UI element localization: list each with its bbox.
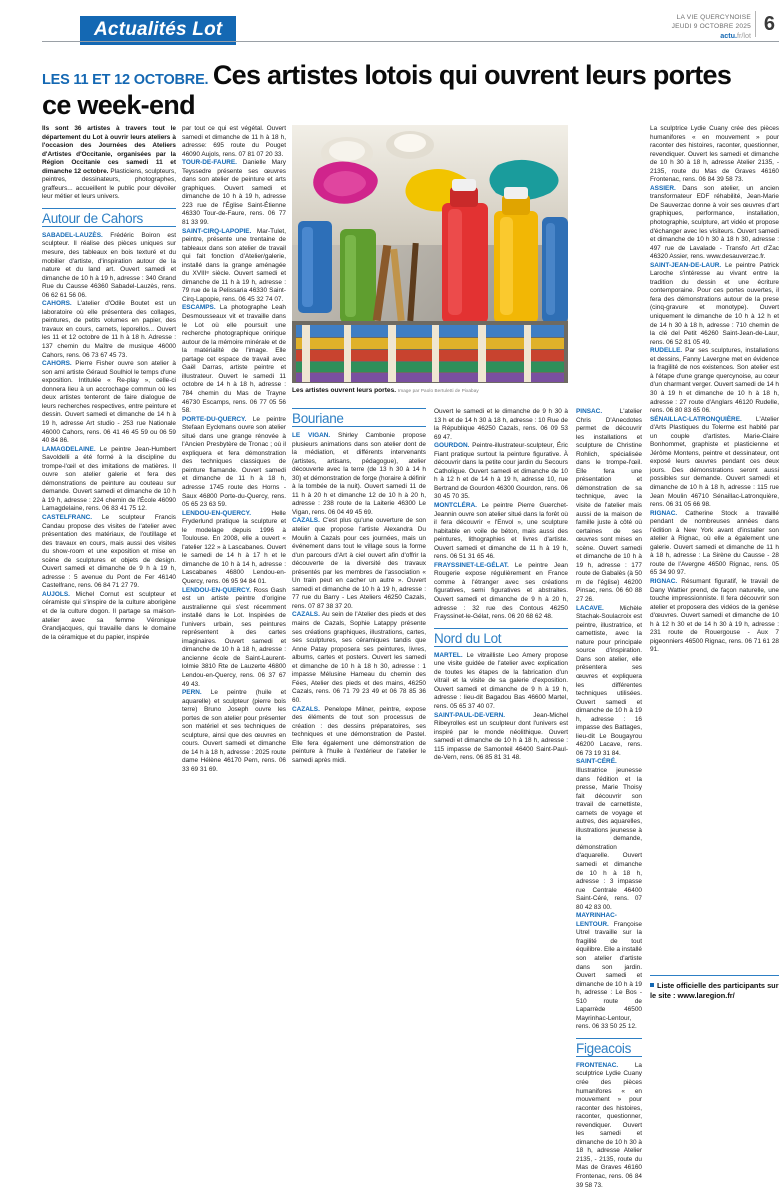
masthead-divider bbox=[42, 41, 779, 42]
intro-paragraph bbox=[42, 125, 176, 202]
section-heading-nord-du-lot: Nord du Lot bbox=[434, 628, 568, 647]
entry-location: SAINT-CIRQ-LAPOPIE. bbox=[182, 227, 252, 235]
entry-text: Le peintre Stefaan Eyckmans ouvre son atelier situé dans une grange rénovée à l'Ancien Presbytère de Tronac ; où il expliquera et fera démonstration des techniques classiques de peinture flamande. Ouvert samedi et dimanche de 11 h à 18 h, adresse 1745 route des Horns - Saux 46800 Porte-du-Quercy, rens. 05 65 23 63 59. bbox=[182, 415, 286, 509]
headline-kicker: LES 11 ET 12 OCTOBRE. bbox=[42, 72, 209, 88]
entry-location: CAZALS. bbox=[292, 611, 320, 619]
entry-porte-du-quercy bbox=[182, 416, 286, 510]
entry-text: Helle Fryderlund pratique la sculpture et le modelage depuis 1996 à Toulouse. En 2008, elle a ouvert « l'atelier 122 » à Lascabanes. Ouvert le samedi de 14 h à 17 h et le dimanche de 10 h à 14 h, adresse : Lascabanes 46800 Lendou-en-Quercy, rens. 06 95 94 84 01. bbox=[182, 509, 286, 585]
entry-location: FRONTENAC. bbox=[576, 1061, 619, 1069]
entry-text: Michel Cornut est sculpteur et céramiste qui s'inspire de la culture aborigène et de la culture dogon. Il partage sa maison-atelier avec sa femme Véronique Grandjacques, qui travaille dans le domaine de la céramique et du papier, inspirée bbox=[42, 590, 176, 641]
intro-lead: Ils sont 36 artistes à travers tout le département du Lot à ouvrir leurs ateliers à l'occasion des Journées des Ateliers d'Artistes d'Occitanie, organisées par la Région Occitanie ces samedi 11 et dimanche 12 octobre. bbox=[42, 125, 176, 175]
column-4b bbox=[576, 408, 642, 1190]
entry-location: SÉNAILLAC-LATRONQUIÈRE. bbox=[650, 415, 742, 423]
entry-location: PORTE-DU-QUERCY. bbox=[182, 415, 247, 423]
entry-text: Jean-Michel Ribeyrolles est un sculpteur dont l'univers est inspiré par le monde néolithique. Ouvert samedi et dimanche de 10 h à 18 h, adresse : 115 impasse de Samonteil 46400 Saint-Paul-de-Vern, rens. 06 85 81 31 48. bbox=[434, 711, 568, 762]
entry-location: SAINT-PAUL-DE-VERN. bbox=[434, 711, 506, 719]
entry-tour-de-faure bbox=[182, 159, 286, 227]
entry-location: AUJOLS. bbox=[42, 590, 70, 598]
entry-assier bbox=[650, 185, 779, 262]
entry-cazals-1 bbox=[292, 517, 426, 611]
page-number: 6 bbox=[755, 11, 775, 37]
entry-location: LENDOU-EN-QUERCY. bbox=[182, 586, 252, 594]
entry-cahors-2 bbox=[42, 360, 176, 445]
entry-text: Le peintre Pierre Guerchet-Jeannin ouvre son atelier situé dans la forêt où il fera découvrir « l'Envol », une sculpture habitable en voile de béton, mais aussi des peintures, lithographies et livres d'artiste. Ouvert samedi et dimanche de 11 h à 19 h, rens. 06 51 31 65 46. bbox=[434, 502, 568, 561]
entry-location: TOUR-DE-FAURE. bbox=[182, 159, 237, 167]
entry-saint-cirq-lapopie bbox=[182, 228, 286, 305]
entry-text: Françoise Utrel travaille sur la fragilité de tout équilibre. Elle a installé son atelier d'artiste dans son jardin. Ouvert samedi et dimanche de 10 h à 19 h, adresse : Le Bos - 510 route de Laparrède 46500 Mayrinhac-Lentour, rens. 06 33 50 25 12. bbox=[576, 920, 642, 1031]
entry-text: Penelope Milner, peintre, expose des éléments de tout son processus de création : des dessins préparatoires, ses techniques et une démonstration de Pastel. Elle fera également une démonstration de peinture à l'huile à l'extérieur de l'atelier le samedi après midi. bbox=[292, 705, 426, 764]
entry-text: L'Atelier d'Arts Plastiques du Tolerme est habité par un couple d'artistes. Marie-Claire Bonhommet, graphiste et plasticienne et Jérôme Montens, peintre et dessinateur, ont exposé leurs œuvres pendant ces deux jours. Des démonstrations seront aussi possibles sur demande. Ouvert samedi et dimanche de 10 h à 18 h, adresse : 115 rue Jean Moulin 46710 Sénaillac-Latronquière, rens. 06 31 05 66 98. bbox=[650, 415, 779, 509]
entry-text: Par ses sculptures, installations et dessins, Fanny Lavergne met en évidence la fragilité de nos existences. Son atelier est à l'étape d'une grange quercynoise, au cœur d'un charmant verger. Ouvert samedi de 14 h 30 à 19 h et dimanche de 10 h à 18 h, adresse : 27 route d'Anglars 46120 Rudelle, rens. 06 80 83 65 06. bbox=[650, 347, 779, 415]
entry-location: LACAVE. bbox=[576, 604, 604, 612]
entry-text: Pierre Fisher ouvre son atelier à son ami artiste Géraud Soulhiol le temps d'une exposition. Intitulée « Re-play », celle-ci donnera lieu à un accrochage commun où les deux artistes tenteront de faire dialogue de leurs recherches respectives, entre peinture et dessin. Ouvert samedi et dimanche de 14 h à 19 h, adresse Art studio - 253 rue Nationale 46000 Cahors, rens. 06 41 46 45 59 ou 06 59 40 84 86. bbox=[42, 360, 176, 445]
entry-saint-jean-de-laur bbox=[650, 262, 779, 347]
entry-location: LE VIGAN. bbox=[292, 432, 331, 439]
entry-location: ESCAMPS. bbox=[182, 304, 216, 312]
entry-text: Le sculpteur Francis Candau propose des visites de l'atelier avec présentation des matériaux, de l'outillage et des travaux en cours, mais aussi des visites du show-room et une exposition et mise en scène de sculptures et objets de design. Ouvert samedi et dimanche de 9 h à 19 h, adresse : 5 avenue du Pont de Fer 46140 Castelfranc, rens. 06 84 71 27 79. bbox=[42, 513, 176, 590]
entry-text: Le peintre Patrick Laroche s'intéresse au vivant entre la tradition du dessin et une écriture contemporaine. Pour ces portes ouvertes, il fera des démonstrations autour de la prese (cinq-gravure et monotype). Ouvert uniquement le dimanche de 10 h à 12 h et de 14 h 30 à 18 h, adresse : 710 chemin de la clé del Petit 46260 Saint-Jean-de-Laur, rens. 06 52 81 05 49. bbox=[650, 261, 779, 346]
entry-saint-paul-de-vern bbox=[434, 712, 568, 763]
entry-aujols bbox=[42, 591, 176, 642]
entry-location: MARTEL. bbox=[434, 651, 463, 659]
entry-text: L'atelier d'Odile Boutet est un laboratoire où elle présentera des collages, peintures, de petits volumes en papier, des travaux en cours, carnets, leporellos... Ouvert les 11 et 12 octobre de 11 h à 18 h. Adresse : 137 chemin du Maître de musique 46000 Cahors, rens. 06 73 67 45 73. bbox=[42, 300, 176, 359]
headline-block bbox=[42, 62, 779, 119]
entry-location: FRAYSSINET-LE-GÉLAT. bbox=[434, 561, 509, 569]
column-2 bbox=[182, 125, 286, 775]
entry-text: La photographe Leah Desmousseaux vit et travaille dans le Lot où elle poursuit une recherche photographique onirique autour de la mémoire minérale et de la matérialité de l'image. Elle partage cet espace de travail avec Gaël Darras, artiste peintre et illustrateur. Ouvert le samedi 11 octobre de 14 h à 18 h, adresse : 784 chemin du Mas de Trayne 46730 Escamps, rens. 06 77 05 56 58. bbox=[182, 304, 286, 415]
entry-location: SAINT-JEAN-DE-LAUR. bbox=[650, 261, 722, 269]
entry-saint-cere bbox=[576, 758, 642, 912]
entry-cazals-3 bbox=[292, 706, 426, 766]
entry-senaillac bbox=[650, 416, 779, 510]
entry-frontenac bbox=[576, 1062, 642, 1190]
entry-frayssinet bbox=[434, 562, 568, 622]
entry-location: RIGNAC. bbox=[650, 509, 678, 517]
entry-location: SABADEL-LAUZÈS. bbox=[42, 231, 103, 239]
entry-text: Danielle Mary Teyssedre présente ses œuvres dans son atelier de peinture et arts graphiques. Ouvert samedi et dimanche de 10 h à 19 h, adresse 223 rue de l'Église Saint-Étienne 46330 Tour-de-Faure, rens. 06 77 81 33 99. bbox=[182, 159, 286, 227]
entry-mayrinhac bbox=[576, 912, 642, 1032]
entry-text: Ross Gash est un artiste peintre d'origine australienne qui s'est récemment installé dans le Lot. Inspirées de l'univers urbain, ses peintures représentent à des cartes imaginaires. Ouvert samedi et dimanche de 10 h à 18 h, adresse : ancienne école de Saint-Laurent-lolmie 3810 Rte de Lauzerte 46800 Lendou-en-Quercy, rens. 06 37 67 49 43. bbox=[182, 586, 286, 688]
entry-location: RIGNAC. bbox=[650, 577, 678, 585]
participants-note bbox=[650, 975, 779, 1000]
entry-text: La sculptrice Lydie Cuany crée des pièces humanifores « en mouvement » pour raconter des histoires, raconter, questionner, revendiquer. Ouvert les samedi et dimanche de 10 h 30 à 18 h, adresse Atelier 2135, - 2135, route du Mas de Graves 46160 Frontenac, rens. 06 84 39 58 73. bbox=[650, 125, 779, 184]
section-heading-bouriane: Bouriane bbox=[292, 408, 426, 427]
entry-le-vigan bbox=[292, 432, 426, 517]
entry-location: MAYRINHAC-LENTOUR. bbox=[576, 912, 617, 928]
entry-location: CAZALS. bbox=[292, 517, 320, 525]
entry-sabadel bbox=[42, 232, 176, 300]
entry-rignac-2 bbox=[650, 578, 779, 655]
entry-gourdon bbox=[434, 442, 568, 502]
square-bullet-icon bbox=[650, 983, 654, 987]
entry-escamps bbox=[182, 304, 286, 415]
masthead bbox=[0, 8, 779, 42]
entry-text: Dans son atelier, un ancien transformateur EDF réhabilité, Jean-Marie De Sauverzac donne à voir ses œuvres d'art graphiques, performance, installation, photographie, sculpture, art vidéo et propose d'échanger avec les visiteurs. Ouvert samedi et dimanche de 10 h 30 à 18 h 30, adresse : 497 rue de Lavalade - Transfo Art d'Zac 46320 Assier, rens. www.desauverzac.fr. bbox=[650, 184, 779, 261]
entry-location: MONTCLÉRA. bbox=[434, 502, 477, 510]
section-flag: Actualités Lot bbox=[80, 16, 236, 45]
headline-line-2: ce week-end bbox=[42, 90, 195, 120]
entry-martel bbox=[434, 652, 568, 712]
entry-text: Résumant figuratif, le travail de Dany Wattier prend, de façon naturelle, une touche impressionniste. Il fera découvrir son atelier et proposera des vidéos de la genèse d'œuvres. Ouvert samedi et dimanche de 10 h à 12 h 30 et de 14 h 30 à 19 h, adresse : 231 route de Rouergouse - Aux 7 pigeonniers 46500 Rignac, rens. 06 71 61 28 91. bbox=[650, 577, 779, 654]
entry-location: PERN. bbox=[182, 689, 202, 697]
entry-location: GOURDON. bbox=[434, 442, 470, 450]
headline-main: Ces artistes lotois qui ouvrent leurs portes bbox=[212, 60, 732, 90]
entry-frontenac-continued bbox=[650, 125, 779, 185]
entry-text: Au sein de l'Atelier des pieds et des mains de Cazals, Sophie Latappy présente ses créations graphiques, illustrations, cartes, ses sculptures, ses céramiques tandis que Anne Patay proposera ses peintures, livres, albums, cartes et posters. Ouvert les samedi et dimanche de 10 h à 18 h 30, adresse : 1 impasse Mélusine Hameau du chemin des Fées, Atelier des pieds et des mains, 46250 Cazals, rens. 06 71 79 23 49 et 06 78 85 36 60. bbox=[292, 611, 426, 704]
entry-location: LAMAGDELAINE. bbox=[42, 445, 96, 453]
entry-lendou-1 bbox=[182, 510, 286, 587]
entry-cazals-2 bbox=[292, 611, 426, 705]
headline-line-1 bbox=[42, 62, 779, 89]
publication-date: JEUDI 9 OCTOBRE 2025 bbox=[671, 22, 751, 30]
entry-location: PINSAC. bbox=[576, 408, 603, 415]
entry-location: ASSIER. bbox=[650, 184, 676, 192]
entry-lacave bbox=[576, 605, 642, 759]
entry-text: L'atelier Chris D'Anecdotes permet de découvrir les installations et sculpture de Christine Rohlich, spécialisée dans le trompe-l'œil. Elle fera une présentation et démonstration de sa technique, avec la visite de l'atelier mais aussi de la maison de famille juste à côté où certaines de ses œuvres sont mises en scène. Ouvert samedi et dimanche de 10 h à 19 h, adresse : 177 route de Gabalès (à 50 m de l'église) 46200 Pinsac, rens. 06 60 88 27 26. bbox=[576, 408, 642, 604]
entry-location: RUDELLE. bbox=[650, 347, 683, 355]
entry-text: Shirley Cambonie propose plusieurs animations dans son atelier dont de la médiation, et différents intervenants (artistes, artisans, pédagogue), atelier découverte avec la terre (de 13 h 30 à 14 h 30) et démonstration de forge (horaire à définir à la tombée de la nuit). Ouvert samedi 11 de 11 h à 20 h et dimanche 12 de 10 h à 20 h, adresse : 238 route de la Laiterie 46300 Le Vigan, rens. 06 04 49 45 69. bbox=[292, 432, 426, 516]
entry-text: Le peintre (huile et aquarelle) et sculpteur (pierre bois terre) Bruno Joseph ouvre les portes de son atelier pour présenter son matériel et ses techniques de sculpture, ainsi que des œuvres en cours. Ouvert samedi et dimanche de 14 h à 18 h, adresse : 2025 route dame Hélène 46170 Pern, rens. 06 33 69 31 69. bbox=[182, 689, 286, 774]
entry-montclera bbox=[434, 502, 568, 562]
entry-text: Illustratrice jeunesse dans l'édition et la presse, Marie Thoisy fait découvrir son travail de carnettiste, carnets de voyage et autres, des aquarelles, illustrations jeunesse à la demande, démonstration d'aquarelle. Ouvert samedi et dimanche de 10 h à 18 h, adresse : 3 impasse rue Centrale 46400 Saint-Céré, rens. 07 80 42 83 00. bbox=[576, 766, 642, 911]
photo-credit: Image par Paolo Bertuletti de Pixabay bbox=[397, 388, 479, 393]
entry-text: La sculptrice Lydie Cuany crée des pièces humanifores « en mouvement » pour raconter des histoires, raconter, questionner, revendiquer. Ouvert les samedi et dimanche de 10 h 30 à 18 h, adresse Atelier 2135, - 2135, route du Mas de Graves 46160 Frontenac, rens. 06 84 39 58 73. bbox=[576, 1061, 642, 1189]
entry-lendou-2 bbox=[182, 587, 286, 690]
entry-location: CAHORS. bbox=[42, 300, 72, 308]
photo-artist-supplies bbox=[292, 125, 568, 383]
entry-text: Le vitrailliste Leo Amery propose une visite guidée de l'atelier avec explication de toutes les étapes de la fabrication d'un vitrail et la visite de sa galerie d'exposition. Ouvert samedi et dimanche de 9 h à 19 h, adresse : lieu-dit Bagadou Bas 46600 Martel, rens. 05 65 37 40 07. bbox=[434, 651, 568, 710]
masthead-info bbox=[672, 14, 751, 41]
entry-location: CAZALS. bbox=[292, 705, 320, 713]
website-brand: actu. bbox=[720, 31, 738, 40]
column-5 bbox=[650, 125, 779, 655]
entry-text: Le peintre Jean-Humbert Savoldelli a été formé à la discipline du trompe-l'œil et des imitations de matières. Il ouvre son atelier galerie et fera des démonstrations de peinture au couteau sur demande. Ouvert samedi et dimanche de 10 h à 19 h, adresse : 224 chemin de l'École 46090 Lamagdelaine, rens. 06 83 41 75 12. bbox=[42, 445, 176, 513]
section-heading-cahors: Autour de Cahors bbox=[42, 208, 176, 227]
column-1 bbox=[42, 125, 176, 642]
entry-location: CASTELFRANC. bbox=[42, 513, 93, 521]
entry-location: LENDOU-EN-QUERCY. bbox=[182, 509, 252, 517]
entry-text: Peintre-illustrateur-sculpteur, Éric Fiant pratique surtout la peinture figurative. À découvrir dans la petite cour jardin du Secours Catholique. Ouvert samedi et dimanche de 10 h à 12 h et de 14 h à 19 h, adresse 10, rue Bertrand de Gourdon 46300 Gourdon, rens. 06 30 45 70 35. bbox=[434, 442, 568, 501]
entry-cahors-1 bbox=[42, 300, 176, 360]
participants-note-text: Liste officielle des participants sur le site : www.laregion.fr/ bbox=[650, 981, 779, 1000]
website-path: fr/lot bbox=[737, 31, 751, 40]
entry-pern bbox=[182, 689, 286, 774]
entry-cazals-3-continued: Ouvert le samedi et le dimanche de 9 h 30 à 13 h et de 14 h 30 à 18 h, adresse : 10 Rue de la République 46250 Cazals, rens. 06 09 53 69 47. bbox=[434, 408, 568, 441]
caption-text: Les artistes ouvrent leurs portes. bbox=[292, 387, 397, 394]
article-photo bbox=[292, 125, 568, 383]
photo-caption bbox=[292, 386, 568, 395]
entry-location: SAINT-CÉRÉ. bbox=[576, 758, 617, 766]
entry-rudelle bbox=[650, 347, 779, 415]
entry-text: Catherine Stock a travaillé pendant de nombreuses années dans l'édition à New York avant d'installer son atelier à Rignac, où elle a également une galerie. Ouvert samedi et dimanche de 11 h à 18 h, adresse : La Sirène du Causse - 28 route de l'Avergne 46500 Rignac, rens. 05 65 34 90 97. bbox=[650, 509, 779, 577]
entry-aujols-continued: par tout ce qui est végétal. Ouvert samedi et dimanche de 11 h à 18 h, adresse: 695 route du Pouget 46090 Aujols, rens. 07 81 07 20 33. bbox=[182, 125, 286, 158]
entry-lamagdelaine bbox=[42, 446, 176, 514]
section-heading-figeacois: Figeacois bbox=[576, 1038, 642, 1057]
entry-text: C'est plus qu'une ouverture de son atelier que propose l'artiste Alexandra Du Moulin à Cazals pour ces journées, mais un événement dans tout le village sous la forme d'un parcours d'Art à ciel ouvert afin d'offrir la découverte de la diversité des travaux présentés par les membres de l'association « Un train peut en cacher un autre ». Ouvert samedi et dimanche de 10 h à 19 h, adresse : 77 rue du Barry - Les Ateliers 46250 Cazals, rens. 07 87 38 37 20. bbox=[292, 517, 426, 610]
publication-name: LA VIE QUERCYNOISE bbox=[676, 14, 751, 21]
intro-tail: Plasticiens, sculpteurs, peintres, dessinateurs, photographes, graffeurs... accueillent le public pour dévoiler leur métier et leurs univers. bbox=[42, 167, 177, 201]
entry-castelfranc bbox=[42, 514, 176, 591]
entry-text: Michèle Stachak-Soulacroix est peintre, illustratrice, et camettiste, avec la nature pour principale source d'inspiration. Dans son atelier, elle présentera ses œuvres et expliquera les différentes techniques utilisées. Ouvert samedi et dimanche de 10 h à 19 h, adresse : 16 impasse des Battages, lieu-dit Le Bougayrou 46200 Lacave, rens. 06 73 19 31 84. bbox=[576, 604, 642, 757]
entry-pinsac bbox=[576, 408, 642, 605]
entry-text: Le peintre Jean Rougerie expose régulièrement en France comme à l'étranger avec ses créations figuratives, semi figuratives et abstraites. Ouvert samedi et dimanche de 9 h à 20 h, adresse : 32 rue des Contous 46250 Frayssinet-le-Gélat, rens. 06 20 68 62 48. bbox=[434, 561, 568, 621]
entry-location: CAHORS. bbox=[42, 360, 72, 368]
column-4 bbox=[434, 408, 568, 763]
entry-rignac-1 bbox=[650, 510, 779, 578]
column-3 bbox=[292, 408, 426, 765]
website-link[interactable] bbox=[672, 32, 751, 41]
entry-text: Frédéric Boiron est sculpteur. Il réalise des pièces uniques sur mesure, des tableaux en bois texturé et du mobilier d'artiste, d'inspiration autour de la nature et du land art. Ouvert samedi et dimanche de 10 h à 19 h, adresse : 340 Grand Rue du Causse 46360 Sabadel-Lauzès, rens. 06 62 61 56 06. bbox=[42, 231, 176, 299]
entry-text: Mar-Tulet, peintre, présente une trentaine de tableaux dans son atelier de travail qui fait fonction d'Atelier/galerie, installé dans la grange aménagée du XVIIIᵉ siècle. Ouvert samedi et dimanche de 11 h à 19 h, adresse : 79 rue de la Pelissaria 46330 Saint-Cirq-Lapopie, rens. 06 45 32 74 07. bbox=[182, 227, 286, 303]
